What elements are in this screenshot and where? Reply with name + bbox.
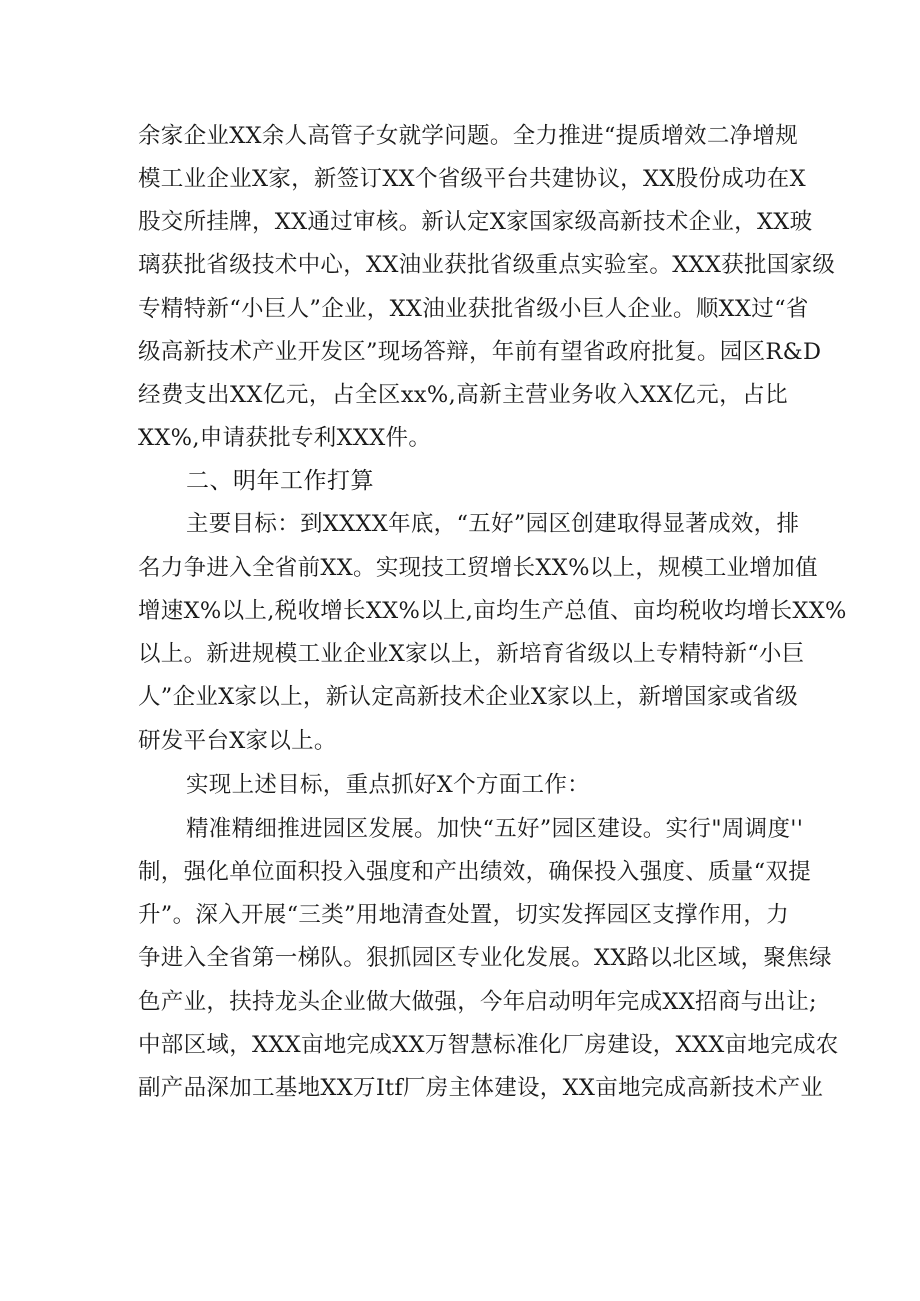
paragraph-line: 精准精细推进园区发展。加快“五好”园区建设。实行"周调度'' [186, 816, 804, 842]
paragraph-line: XX%,申请获批专利XXX件。 [138, 425, 432, 451]
paragraph-line: 以上。新进规模工业企业X家以上，新培育省级以上专精特新“小巨 [138, 641, 805, 667]
paragraph-line: 经费支出XX亿元，占全区xx%,高新主营业务收入XX亿元，占比 [138, 382, 788, 408]
paragraph-line: 级高新技术产业开发区”现场答辩，年前有望省政府批复。园区R&D [138, 339, 822, 365]
paragraph-line: 股交所挂牌，XX通过审核。新认定X家国家级高新技术企业，XX玻 [138, 209, 813, 235]
paragraph-line: 中部区域，XXX亩地完成XX万智慧标准化厂房建设，XXX亩地完成农 [138, 1032, 839, 1058]
paragraph-line: 专精特新“小巨人”企业，XX油业获批省级小巨人企业。顺XX过“省 [138, 296, 809, 322]
section-heading: 二、明年工作打算 [186, 468, 374, 494]
paragraph-line: 余家企业XX余人高管子女就学问题。全力推进“提质增效二净增规 [138, 123, 799, 149]
paragraph-line: 名力争进入全省前XX。实现技工贸增长XX%以上，规模工业增加值 [138, 555, 818, 581]
paragraph-line: 副产品深加工基地XX万Itf厂房主体建设，XX亩地完成高新技术产业 [138, 1075, 824, 1101]
paragraph-line: 主要目标：到XXXX年底，“五好”园区创建取得显著成效，排 [186, 511, 800, 537]
paragraph-line: 色产业，扶持龙头企业做大做强，今年启动明年完成XX招商与出让; [138, 989, 817, 1015]
paragraph-line: 璃获批省级技术中心，XX油业获批省级重点实验室。XXX获批国家级 [138, 252, 836, 278]
paragraph-line: 研发平台X家以上。 [138, 728, 337, 754]
paragraph-line: 人”企业X家以上，新认定高新技术企业X家以上，新增国家或省级 [138, 684, 799, 710]
paragraph-line: 增速X%以上,税收增长XX%以上,亩均生产总值、亩均税收均增长XX% [138, 598, 847, 624]
paragraph-line: 升”。深入开展“三类”用地清查处置，切实发挥园区支撑作用，力 [138, 902, 790, 928]
paragraph-line: 实现上述目标，重点抓好X个方面工作： [186, 772, 590, 798]
paragraph-line: 模工业企业X家，新签订XX个省级平台共建协议，XX股份成功在X [138, 166, 806, 192]
paragraph-line: 争进入全省第一梯队。狠抓园区专业化发展。XX路以北区域，聚焦绿 [138, 945, 832, 971]
paragraph-line: 制，强化单位面积投入强度和产出绩效，确保投入强度、质量“双提 [138, 859, 812, 885]
